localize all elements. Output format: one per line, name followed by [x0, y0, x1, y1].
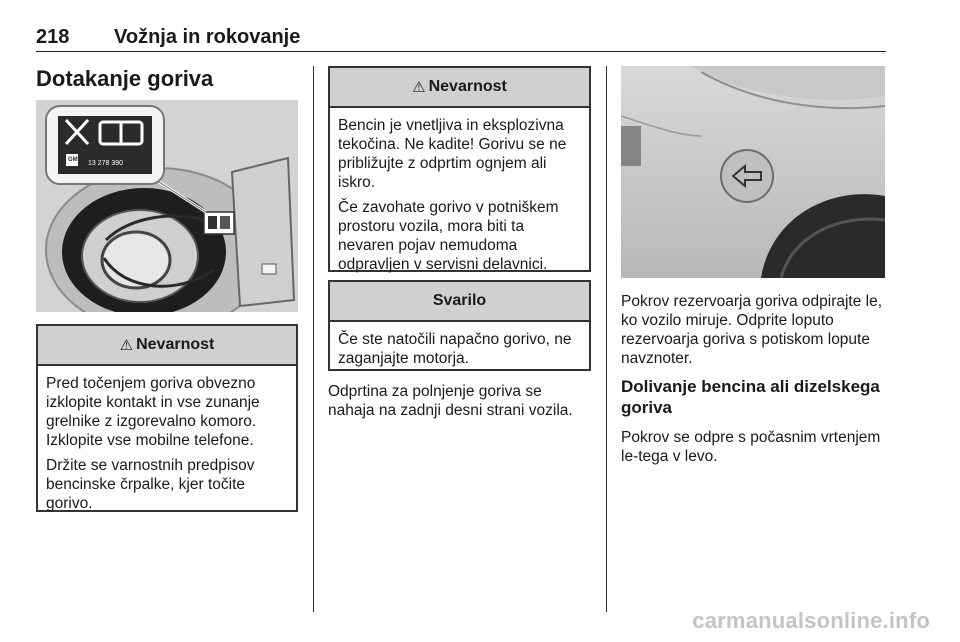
column-divider-right — [606, 66, 607, 612]
figure-label-brand: GM — [68, 157, 78, 163]
section-title: Dotakanje goriva — [36, 66, 214, 91]
page-header — [36, 22, 886, 52]
caution-box — [328, 280, 591, 371]
caution-box-body — [330, 322, 589, 376]
danger-paragraph: Pred točenjem goriva obvezno izklopite kontakt in vse zunanje grelnike z izgorevalno komoro. Izklopite vse mobilne telefone. — [46, 375, 260, 449]
fuel-flap-drawing — [36, 100, 298, 312]
danger-box-body — [330, 108, 589, 282]
caution-box-title: Svarilo — [432, 292, 487, 309]
danger-box-fuel — [328, 66, 591, 272]
danger-box-body — [38, 366, 296, 521]
danger-box-title: Nevarnost — [136, 336, 215, 353]
caution-text: Če ste natočili napačno gorivo, ne zaganjajte motorja. — [338, 331, 572, 367]
fuel-flap-open-illustration — [36, 100, 298, 312]
danger-paragraph: Če zavohate gorivo v potniškem prostoru vozila, mora biti ta nevaren pojav nemudoma odpravljen v servisni delavnici. — [338, 199, 559, 273]
danger-paragraph: Držite se varnostnih predpisov bencinske črpalke, kjer točite gorivo. — [46, 457, 255, 512]
car-rear-side-drawing — [621, 66, 885, 278]
danger-box-header — [330, 68, 589, 108]
chapter-title: Vožnja in rokovanje — [114, 26, 301, 48]
danger-box-title: Nevarnost — [428, 78, 507, 95]
fuel-flap-closed-illustration — [621, 66, 885, 278]
warning-triangle-icon: ⚠ — [412, 79, 426, 96]
page-number: 218 — [36, 26, 70, 48]
filler-location-text: Odprtina za polnjenje goriva se nahaja na zadnji desni strani vozila. — [328, 383, 573, 419]
caution-box-header — [330, 282, 589, 322]
watermark: carmanualsonline.info — [692, 608, 930, 633]
warning-triangle-icon: ⚠ — [119, 337, 134, 354]
figure-label-code: 13 278 390 — [88, 160, 124, 167]
refuel-subheading: Dolivanje bencina ali dizelskega goriva — [621, 377, 880, 417]
open-flap-instruction: Pokrov rezervoarja goriva odpirajte le, ko vozilo miruje. Odprite loputo rezervoarja goriva s potiskom lopute navznoter. — [621, 293, 883, 367]
column-divider-left — [313, 66, 314, 612]
cap-instruction: Pokrov se odpre s počasnim vrtenjem le-tega v levo. — [621, 429, 881, 465]
danger-box-ignition — [36, 324, 298, 512]
danger-box-header — [38, 326, 296, 366]
danger-paragraph: Bencin je vnetljiva in eksplozivna tekočina. Ne kadite! Gorivu se ne približujte z odprtim ognjem ali iskro. — [338, 117, 567, 191]
